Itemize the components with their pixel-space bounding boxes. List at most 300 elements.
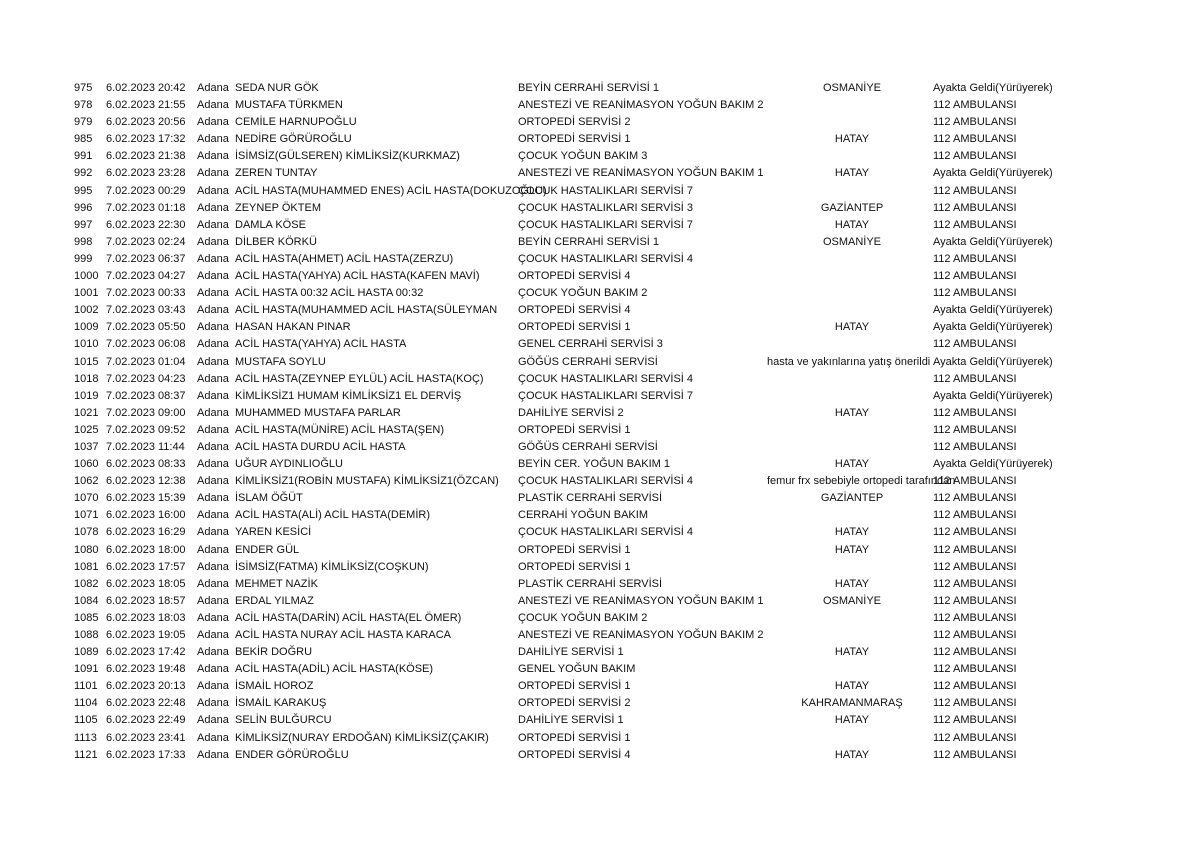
- arrival-method-cell: 112 AMBULANSI: [933, 560, 1017, 573]
- admission-date-cell: 7.02.2023 00:29: [106, 184, 186, 197]
- hospital-city-cell: Adana: [197, 646, 229, 659]
- patient-name-cell: ACİL HASTA(MUHAMMED ACİL HASTA(SÜLEYMAN: [235, 304, 498, 317]
- patient-name-cell: MEHMET NAZİK: [235, 577, 318, 590]
- table-row: [0, 473, 1200, 490]
- admission-date-cell: 6.02.2023 18:05: [106, 577, 186, 590]
- service-cell: ORTOPEDİ SERVİSİ 4: [518, 270, 631, 283]
- table-row: [0, 234, 1200, 251]
- arrival-method-cell: 112 AMBULANSI: [933, 543, 1017, 556]
- admission-date-cell: 6.02.2023 22:49: [106, 714, 186, 727]
- hospital-city-cell: Adana: [197, 731, 229, 744]
- table-row: [0, 354, 1200, 371]
- table-row: [0, 576, 1200, 593]
- origin-cell: HATAY: [834, 526, 870, 539]
- patient-name-cell: ACİL HASTA(ALİ) ACİL HASTA(DEMİR): [235, 509, 430, 522]
- table-row: [0, 661, 1200, 678]
- table-row: [0, 200, 1200, 217]
- arrival-method-cell: 112 AMBULANSI: [933, 270, 1017, 283]
- service-cell: GENEL YOĞUN BAKIM: [518, 663, 636, 676]
- origin-cell: HATAY: [834, 577, 870, 590]
- admission-date-cell: 6.02.2023 22:48: [106, 697, 186, 710]
- patient-id-cell: 1062: [74, 475, 99, 488]
- hospital-city-cell: Adana: [197, 201, 229, 214]
- arrival-method-cell: 112 AMBULANSI: [933, 406, 1017, 419]
- admission-date-cell: 7.02.2023 02:24: [106, 235, 186, 248]
- admission-date-cell: 6.02.2023 23:41: [106, 731, 186, 744]
- arrival-method-cell: 112 AMBULANSI: [933, 748, 1017, 761]
- arrival-method-cell: 112 AMBULANSI: [933, 492, 1017, 505]
- table-row: [0, 678, 1200, 695]
- arrival-method-cell: 112 AMBULANSI: [933, 150, 1017, 163]
- table-row: [0, 302, 1200, 319]
- table-row: [0, 559, 1200, 576]
- patient-name-cell: UĞUR AYDINLIOĞLU: [235, 458, 343, 471]
- service-cell: ORTOPEDİ SERVİSİ 4: [518, 304, 631, 317]
- hospital-city-cell: Adana: [197, 304, 229, 317]
- arrival-method-cell: 112 AMBULANSI: [933, 338, 1017, 351]
- origin-cell: HATAY: [834, 321, 870, 334]
- patient-id-cell: 1081: [74, 560, 99, 573]
- hospital-city-cell: Adana: [197, 611, 229, 624]
- arrival-method-cell: 112 AMBULANSI: [933, 218, 1017, 231]
- service-cell: BEYİN CERRAHİ SERVİSİ 1: [518, 82, 660, 94]
- patient-name-cell: CEMİLE HARNUPOĞLU: [235, 116, 357, 129]
- service-cell: ÇOCUK YOĞUN BAKIM 2: [518, 287, 648, 300]
- patient-id-cell: 998: [74, 235, 93, 248]
- patient-name-cell: İSMAİL HOROZ: [235, 680, 314, 693]
- table-row: [0, 507, 1200, 524]
- patient-name-cell: ACİL HASTA NURAY ACİL HASTA KARACA: [235, 629, 451, 641]
- arrival-method-cell: Ayakta Geldi(Yürüyerek): [933, 304, 1053, 317]
- admission-date-cell: 6.02.2023 15:39: [106, 492, 186, 505]
- arrival-method-cell: 112 AMBULANSI: [933, 252, 1017, 265]
- table-row: [0, 610, 1200, 627]
- patient-table: [0, 80, 1200, 764]
- service-cell: ANESTEZİ VE REANİMASYON YOĞUN BAKIM 1: [518, 594, 764, 607]
- patient-name-cell: İSİMSİZ(FATMA) KİMLİKSİZ(COŞKUN): [235, 560, 429, 573]
- origin-cell: HATAY: [834, 680, 870, 693]
- arrival-method-cell: Ayakta Geldi(Yürüyerek): [933, 458, 1053, 471]
- admission-date-cell: 6.02.2023 18:57: [106, 594, 186, 607]
- admission-date-cell: 6.02.2023 18:00: [106, 543, 186, 556]
- arrival-method-cell: 112 AMBULANSI: [933, 509, 1017, 522]
- arrival-method-cell: 112 AMBULANSI: [933, 116, 1017, 129]
- hospital-city-cell: Adana: [197, 150, 229, 163]
- service-cell: ORTOPEDİ SERVİSİ 1: [518, 731, 631, 744]
- hospital-city-cell: Adana: [197, 543, 229, 556]
- patient-id-cell: 995: [74, 184, 93, 197]
- arrival-method-cell: 112 AMBULANSI: [933, 423, 1017, 436]
- table-row: [0, 80, 1200, 97]
- hospital-city-cell: Adana: [197, 338, 229, 351]
- hospital-city-cell: Adana: [197, 492, 229, 505]
- arrival-method-cell: 112 AMBULANSI: [933, 475, 1017, 488]
- patient-name-cell: ZEREN TUNTAY: [235, 167, 318, 180]
- table-row: [0, 627, 1200, 644]
- table-row: [0, 593, 1200, 610]
- service-cell: ANESTEZİ VE REANİMASYON YOĞUN BAKIM 1: [518, 167, 764, 180]
- patient-id-cell: 1000: [74, 270, 99, 283]
- hospital-city-cell: Adana: [197, 423, 229, 436]
- patient-name-cell: ACİL HASTA 00:32 ACİL HASTA 00:32: [235, 287, 424, 300]
- hospital-city-cell: Adana: [197, 252, 229, 265]
- patient-id-cell: 1070: [74, 492, 99, 505]
- table-row: [0, 542, 1200, 559]
- service-cell: BEYİN CER. YOĞUN BAKIM 1: [518, 458, 671, 471]
- origin-cell: hasta ve yakınlarına yatış önerildi: [767, 355, 931, 368]
- arrival-method-cell: 112 AMBULANSI: [933, 99, 1017, 112]
- table-row: [0, 183, 1200, 200]
- table-row: [0, 644, 1200, 661]
- hospital-city-cell: Adana: [197, 714, 229, 727]
- table-row: [0, 336, 1200, 353]
- admission-date-cell: 7.02.2023 06:37: [106, 252, 186, 265]
- table-row: [0, 114, 1200, 131]
- admission-date-cell: 7.02.2023 08:37: [106, 389, 186, 402]
- arrival-method-cell: 112 AMBULANSI: [933, 287, 1017, 300]
- admission-date-cell: 6.02.2023 21:38: [106, 150, 186, 163]
- patient-name-cell: MUSTAFA SOYLU: [235, 355, 326, 368]
- hospital-city-cell: Adana: [197, 663, 229, 676]
- patient-name-cell: KİMLİKSİZ1 HUMAM KİMLİKSİZ1 EL DERVİŞ: [235, 389, 462, 402]
- patient-id-cell: 997: [74, 218, 93, 231]
- service-cell: ORTOPEDİ SERVİSİ 1: [518, 133, 631, 146]
- arrival-method-cell: 112 AMBULANSI: [933, 663, 1017, 676]
- hospital-city-cell: Adana: [197, 287, 229, 300]
- origin-cell: OSMANİYE: [822, 235, 882, 248]
- patient-id-cell: 1037: [74, 440, 99, 453]
- arrival-method-cell: 112 AMBULANSI: [933, 201, 1017, 214]
- origin-cell: GAZİANTEP: [820, 492, 884, 505]
- service-cell: ÇOCUK HASTALIKLARI SERVİSİ 7: [518, 184, 694, 197]
- table-row: [0, 165, 1200, 182]
- hospital-city-cell: Adana: [197, 99, 229, 112]
- patient-id-cell: 985: [74, 133, 93, 146]
- admission-date-cell: 7.02.2023 05:50: [106, 321, 186, 334]
- hospital-city-cell: Adana: [197, 82, 229, 94]
- admission-date-cell: 6.02.2023 22:30: [106, 218, 186, 231]
- arrival-method-cell: 112 AMBULANSI: [933, 697, 1017, 710]
- patient-name-cell: ACİL HASTA(YAHYA) ACİL HASTA(KAFEN MAVİ): [235, 270, 480, 283]
- patient-id-cell: 1091: [74, 663, 99, 676]
- admission-date-cell: 6.02.2023 21:55: [106, 99, 186, 112]
- arrival-method-cell: Ayakta Geldi(Yürüyerek): [933, 389, 1053, 402]
- hospital-city-cell: Adana: [197, 321, 229, 334]
- service-cell: GÖĞÜS CERRAHİ SERVİSİ: [518, 440, 658, 453]
- patient-name-cell: MUHAMMED MUSTAFA PARLAR: [235, 406, 401, 419]
- arrival-method-cell: 112 AMBULANSI: [933, 133, 1017, 146]
- hospital-city-cell: Adana: [197, 235, 229, 248]
- admission-date-cell: 6.02.2023 08:33: [106, 458, 186, 471]
- patient-name-cell: DİLBER KÖRKÜ: [235, 235, 317, 248]
- patient-id-cell: 1009: [74, 321, 99, 334]
- hospital-city-cell: Adana: [197, 116, 229, 129]
- origin-cell: HATAY: [834, 543, 870, 556]
- patient-name-cell: HASAN HAKAN PINAR: [235, 321, 351, 334]
- patient-name-cell: KİMLİKSİZ1(ROBİN MUSTAFA) KİMLİKSİZ1(ÖZCAN): [235, 475, 499, 488]
- service-cell: DAHİLİYE SERVİSİ 2: [518, 406, 624, 419]
- origin-cell: HATAY: [834, 748, 870, 761]
- table-row: [0, 251, 1200, 268]
- hospital-city-cell: Adana: [197, 167, 229, 180]
- patient-id-cell: 1084: [74, 594, 99, 607]
- table-row: [0, 456, 1200, 473]
- service-cell: ORTOPEDİ SERVİSİ 1: [518, 560, 631, 573]
- patient-id-cell: 992: [74, 167, 93, 180]
- service-cell: ORTOPEDİ SERVİSİ 4: [518, 748, 631, 761]
- arrival-method-cell: 112 AMBULANSI: [933, 629, 1017, 641]
- patient-id-cell: 1080: [74, 543, 99, 556]
- patient-name-cell: DAMLA KÖSE: [235, 218, 306, 231]
- hospital-city-cell: Adana: [197, 526, 229, 539]
- patient-name-cell: KİMLİKSİZ(NURAY ERDOĞAN) KİMLİKSİZ(ÇAKIR): [235, 731, 489, 744]
- origin-cell: HATAY: [834, 133, 870, 146]
- service-cell: ORTOPEDİ SERVİSİ 1: [518, 423, 631, 436]
- patient-id-cell: 1089: [74, 646, 99, 659]
- patient-id-cell: 1078: [74, 526, 99, 539]
- patient-name-cell: İSLAM ÖĞÜT: [235, 492, 303, 505]
- hospital-city-cell: Adana: [197, 748, 229, 761]
- service-cell: CERRAHİ YOĞUN BAKIM: [518, 509, 648, 522]
- arrival-method-cell: Ayakta Geldi(Yürüyerek): [933, 167, 1053, 180]
- origin-cell: HATAY: [834, 167, 870, 180]
- admission-date-cell: 6.02.2023 16:00: [106, 509, 186, 522]
- arrival-method-cell: 112 AMBULANSI: [933, 731, 1017, 744]
- patient-name-cell: ACİL HASTA(MÜNİRE) ACİL HASTA(ŞEN): [235, 423, 445, 436]
- patient-id-cell: 1101: [74, 680, 98, 693]
- patient-id-cell: 1015: [74, 355, 99, 368]
- patient-name-cell: BEKİR DOĞRU: [235, 646, 313, 659]
- table-row: [0, 217, 1200, 234]
- admission-date-cell: 6.02.2023 23:28: [106, 167, 186, 180]
- patient-id-cell: 1019: [74, 389, 99, 402]
- patient-id-cell: 1025: [74, 423, 99, 436]
- origin-cell: HATAY: [834, 714, 870, 727]
- patient-id-cell: 991: [74, 150, 93, 163]
- arrival-method-cell: Ayakta Geldi(Yürüyerek): [933, 321, 1053, 334]
- patient-name-cell: YAREN KESİCİ: [235, 526, 312, 539]
- table-row: [0, 268, 1200, 285]
- admission-date-cell: 6.02.2023 16:29: [106, 526, 186, 539]
- hospital-city-cell: Adana: [197, 389, 229, 402]
- admission-date-cell: 6.02.2023 19:48: [106, 663, 186, 676]
- origin-cell: HATAY: [834, 218, 870, 231]
- table-row: [0, 695, 1200, 712]
- patient-id-cell: 1071: [74, 509, 99, 522]
- origin-cell: HATAY: [834, 646, 870, 659]
- service-cell: ÇOCUK HASTALIKLARI SERVİSİ 4: [518, 252, 694, 265]
- service-cell: ÇOCUK HASTALIKLARI SERVİSİ 4: [518, 475, 694, 488]
- table-row: [0, 524, 1200, 541]
- hospital-city-cell: Adana: [197, 355, 229, 368]
- admission-date-cell: 7.02.2023 11:44: [106, 440, 185, 453]
- table-row: [0, 285, 1200, 302]
- hospital-city-cell: Adana: [197, 577, 229, 590]
- service-cell: ORTOPEDİ SERVİSİ 1: [518, 321, 631, 334]
- admission-date-cell: 7.02.2023 09:52: [106, 423, 186, 436]
- origin-cell: HATAY: [834, 406, 870, 419]
- service-cell: PLASTİK CERRAHİ SERVİSİ: [518, 492, 663, 505]
- patient-id-cell: 1060: [74, 458, 99, 471]
- patient-name-cell: ENDER GÖRÜROĞLU: [235, 748, 349, 761]
- patient-id-cell: 1105: [74, 714, 98, 727]
- admission-date-cell: 6.02.2023 17:32: [106, 133, 186, 146]
- patient-name-cell: ACİL HASTA(ADİL) ACİL HASTA(KÖSE): [235, 663, 434, 676]
- arrival-method-cell: Ayakta Geldi(Yürüyerek): [933, 235, 1053, 248]
- patient-name-cell: SELİN BULĞURCU: [235, 714, 332, 727]
- patient-name-cell: ACİL HASTA(MUHAMMED ENES) ACİL HASTA(DOKUZOĞLU): [235, 184, 547, 197]
- service-cell: PLASTİK CERRAHİ SERVİSİ: [518, 577, 663, 590]
- service-cell: ORTOPEDİ SERVİSİ 2: [518, 116, 631, 129]
- patient-name-cell: ACİL HASTA(AHMET) ACİL HASTA(ZERZU): [235, 252, 454, 265]
- arrival-method-cell: 112 AMBULANSI: [933, 440, 1017, 453]
- patient-id-cell: 1010: [74, 338, 99, 351]
- patient-id-cell: 996: [74, 201, 93, 214]
- hospital-city-cell: Adana: [197, 372, 229, 385]
- patient-name-cell: ACİL HASTA(DARİN) ACİL HASTA(EL ÖMER): [235, 611, 462, 624]
- hospital-city-cell: Adana: [197, 218, 229, 231]
- admission-date-cell: 6.02.2023 20:42: [106, 82, 186, 94]
- hospital-city-cell: Adana: [197, 560, 229, 573]
- patient-id-cell: 1021: [74, 406, 99, 419]
- arrival-method-cell: 112 AMBULANSI: [933, 714, 1017, 727]
- hospital-city-cell: Adana: [197, 270, 229, 283]
- patient-id-cell: 1104: [74, 697, 98, 710]
- service-cell: ÇOCUK YOĞUN BAKIM 2: [518, 611, 648, 624]
- admission-date-cell: 7.02.2023 01:04: [106, 355, 186, 368]
- table-row: [0, 422, 1200, 439]
- service-cell: GENEL CERRAHİ SERVİSİ 3: [518, 338, 663, 351]
- table-row: [0, 388, 1200, 405]
- patient-id-cell: 1088: [74, 629, 99, 641]
- service-cell: DAHİLİYE SERVİSİ 1: [518, 646, 624, 659]
- patient-id-cell: 975: [74, 82, 93, 94]
- service-cell: ANESTEZİ VE REANİMASYON YOĞUN BAKIM 2: [518, 99, 764, 112]
- hospital-city-cell: Adana: [197, 475, 229, 488]
- admission-date-cell: 7.02.2023 04:23: [106, 372, 186, 385]
- admission-date-cell: 7.02.2023 06:08: [106, 338, 186, 351]
- service-cell: GÖĞÜS CERRAHİ SERVİSİ: [518, 355, 658, 368]
- arrival-method-cell: 112 AMBULANSI: [933, 680, 1017, 693]
- admission-date-cell: 7.02.2023 04:27: [106, 270, 186, 283]
- hospital-city-cell: Adana: [197, 697, 229, 710]
- patient-name-cell: ZEYNEP ÖKTEM: [235, 201, 321, 214]
- admission-date-cell: 7.02.2023 09:00: [106, 406, 186, 419]
- arrival-method-cell: Ayakta Geldi(Yürüyerek): [933, 355, 1053, 368]
- admission-date-cell: 7.02.2023 00:33: [106, 287, 186, 300]
- service-cell: ORTOPEDİ SERVİSİ 2: [518, 697, 631, 710]
- service-cell: ÇOCUK HASTALIKLARI SERVİSİ 4: [518, 526, 694, 539]
- admission-date-cell: 6.02.2023 17:57: [106, 560, 186, 573]
- hospital-city-cell: Adana: [197, 133, 229, 146]
- hospital-city-cell: Adana: [197, 406, 229, 419]
- table-row: [0, 439, 1200, 456]
- patient-name-cell: ACİL HASTA(ZEYNEP EYLÜL) ACİL HASTA(KOÇ): [235, 372, 484, 385]
- table-row: [0, 148, 1200, 165]
- table-row: [0, 730, 1200, 747]
- service-cell: ÇOCUK YOĞUN BAKIM 3: [518, 150, 648, 163]
- admission-date-cell: 6.02.2023 12:38: [106, 475, 186, 488]
- service-cell: ANESTEZİ VE REANİMASYON YOĞUN BAKIM 2: [518, 629, 764, 641]
- patient-name-cell: MUSTAFA TÜRKMEN: [235, 99, 343, 112]
- hospital-city-cell: Adana: [197, 680, 229, 693]
- arrival-method-cell: 112 AMBULANSI: [933, 526, 1017, 539]
- origin-cell: femur frx sebebiyle ortopedi tarafından: [767, 475, 956, 488]
- patient-id-cell: 999: [74, 252, 93, 265]
- table-row: [0, 371, 1200, 388]
- patient-id-cell: 979: [74, 116, 93, 129]
- admission-date-cell: 7.02.2023 03:43: [106, 304, 186, 317]
- patient-name-cell: NEDİRE GÖRÜROĞLU: [235, 133, 352, 146]
- patient-id-cell: 978: [74, 99, 93, 112]
- patient-name-cell: SEDA NUR GÖK: [235, 82, 319, 94]
- hospital-city-cell: Adana: [197, 440, 229, 453]
- arrival-method-cell: Ayakta Geldi(Yürüyerek): [933, 82, 1053, 94]
- patient-id-cell: 1085: [74, 611, 99, 624]
- origin-cell: GAZİANTEP: [820, 201, 884, 214]
- service-cell: ÇOCUK HASTALIKLARI SERVİSİ 7: [518, 218, 694, 231]
- origin-cell: OSMANİYE: [822, 82, 882, 94]
- admission-date-cell: 6.02.2023 20:13: [106, 680, 186, 693]
- service-cell: ÇOCUK HASTALIKLARI SERVİSİ 7: [518, 389, 694, 402]
- admission-date-cell: 6.02.2023 19:05: [106, 629, 186, 641]
- patient-id-cell: 1113: [74, 731, 97, 744]
- service-cell: BEYİN CERRAHİ SERVİSİ 1: [518, 235, 660, 248]
- admission-date-cell: 6.02.2023 20:56: [106, 116, 186, 129]
- admission-date-cell: 6.02.2023 18:03: [106, 611, 186, 624]
- arrival-method-cell: 112 AMBULANSI: [933, 577, 1017, 590]
- patient-id-cell: 1018: [74, 372, 99, 385]
- table-row: [0, 712, 1200, 729]
- table-row: [0, 131, 1200, 148]
- arrival-method-cell: 112 AMBULANSI: [933, 646, 1017, 659]
- table-row: [0, 747, 1200, 764]
- table-row: [0, 319, 1200, 336]
- patient-id-cell: 1121: [74, 748, 98, 761]
- service-cell: ORTOPEDİ SERVİSİ 1: [518, 543, 631, 556]
- table-row: [0, 490, 1200, 507]
- hospital-city-cell: Adana: [197, 184, 229, 197]
- hospital-city-cell: Adana: [197, 509, 229, 522]
- hospital-city-cell: Adana: [197, 594, 229, 607]
- patient-id-cell: 1002: [74, 304, 99, 317]
- patient-name-cell: ACİL HASTA DURDU ACİL HASTA: [235, 440, 406, 453]
- table-row: [0, 405, 1200, 422]
- patient-name-cell: İSMAİL KARAKUŞ: [235, 697, 327, 710]
- hospital-city-cell: Adana: [197, 458, 229, 471]
- patient-id-cell: 1082: [74, 577, 99, 590]
- admission-date-cell: 6.02.2023 17:42: [106, 646, 186, 659]
- patient-id-cell: 1001: [74, 287, 99, 300]
- origin-cell: KAHRAMANMARAŞ: [801, 697, 903, 710]
- hospital-city-cell: Adana: [197, 629, 229, 641]
- arrival-method-cell: 112 AMBULANSI: [933, 184, 1017, 197]
- service-cell: ÇOCUK HASTALIKLARI SERVİSİ 3: [518, 201, 694, 214]
- table-row: [0, 97, 1200, 114]
- service-cell: DAHİLİYE SERVİSİ 1: [518, 714, 624, 727]
- arrival-method-cell: 112 AMBULANSI: [933, 594, 1017, 607]
- admission-date-cell: 6.02.2023 17:33: [106, 748, 186, 761]
- patient-name-cell: İSİMSİZ(GÜLSEREN) KİMLİKSİZ(KURKMAZ): [235, 150, 460, 163]
- origin-cell: OSMANİYE: [822, 594, 882, 607]
- arrival-method-cell: 112 AMBULANSI: [933, 372, 1017, 385]
- origin-cell: HATAY: [834, 458, 870, 471]
- patient-name-cell: ERDAL YILMAZ: [235, 594, 314, 607]
- admission-date-cell: 7.02.2023 01:18: [106, 201, 186, 214]
- service-cell: ÇOCUK HASTALIKLARI SERVİSİ 4: [518, 372, 694, 385]
- patient-name-cell: ACİL HASTA(YAHYA) ACİL HASTA: [235, 338, 407, 351]
- patient-name-cell: ENDER GÜL: [235, 543, 300, 556]
